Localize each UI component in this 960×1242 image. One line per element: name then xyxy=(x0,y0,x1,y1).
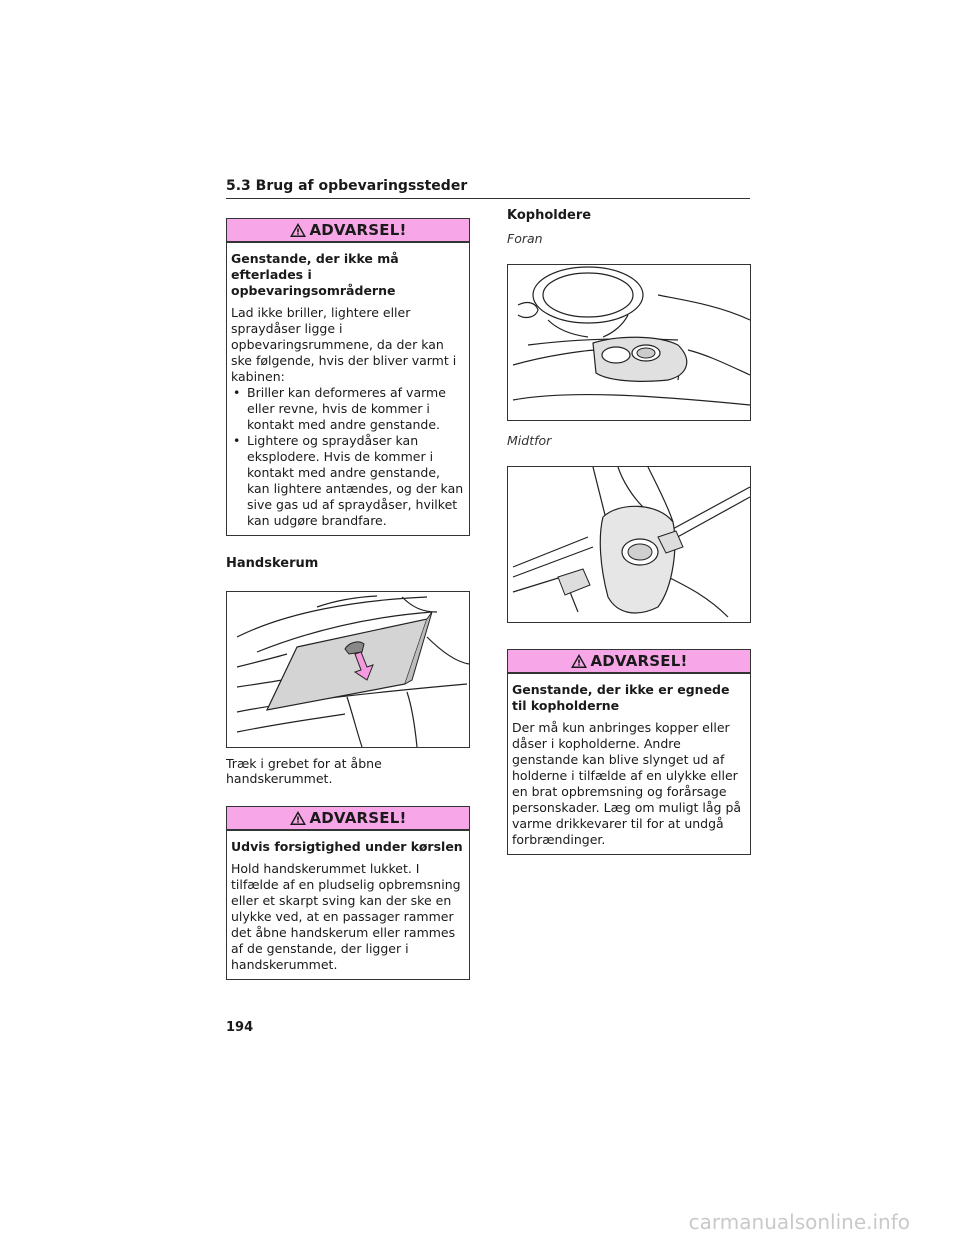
glovebox-caption: Træk i grebet for at åbne handskerummet. xyxy=(226,756,382,786)
front-cupholder-illustration xyxy=(507,264,751,421)
bullet-item: • Briller kan deformeres af varme eller revne, hvis de kommer i kontakt med andre genstande. xyxy=(231,385,465,433)
warning-text: Der må kun anbringes kopper eller dåser i kopholderne. Andre genstande kan blive slynget ud af holderne i tilfælde af en ulykke eller en brat opbremsning og forårsage personskader. Læg om muligt låg på varme drikkevarer til for at undgå forbrændinger. xyxy=(512,720,742,847)
warning-box-driving xyxy=(226,806,470,980)
warning-body xyxy=(227,831,469,979)
warning-triangle-icon xyxy=(289,810,307,826)
front-cupholder-drawing xyxy=(508,265,750,420)
glovebox-drawing xyxy=(227,592,469,747)
glovebox-heading: Handskerum xyxy=(226,556,319,571)
warning-body xyxy=(508,674,750,854)
warning-text: Hold handskerummet lukket. I tilfælde af en pludselig opbremsning eller et skarpt sving kan der ske en ulykke ved, at en passager rammer det åbne handskerum eller rammes af de genstande, der ligger i handskerummet. xyxy=(231,861,461,972)
page-number: 194 xyxy=(226,1020,254,1035)
warning-header xyxy=(227,219,469,243)
watermark: carmanualsonline.info xyxy=(688,1210,910,1234)
warning-box-cupholders xyxy=(507,649,751,855)
warning-header xyxy=(508,650,750,674)
left-column xyxy=(226,218,470,1000)
glovebox-illustration xyxy=(226,591,470,748)
warning-title: ADVARSEL! xyxy=(590,652,688,670)
warning-subtitle: Udvis forsigtighed under kørslen xyxy=(231,839,463,854)
warning-title: ADVARSEL! xyxy=(309,809,407,827)
cupholders-heading: Kopholdere xyxy=(507,208,592,223)
warning-triangle-icon xyxy=(570,653,588,669)
warning-header xyxy=(227,807,469,831)
center-label: Midtfor xyxy=(507,433,552,448)
right-column xyxy=(507,208,751,875)
warning-triangle-icon xyxy=(289,222,307,238)
warning-subtitle: Genstande, der ikke må efterlades i opbevaringsområderne xyxy=(231,251,399,298)
bullet-item: • Lightere og spraydåser kan eksplodere. Hvis de kommer i kontakt med andre genstande, kan lightere antændes, og der kan sive gas ud af spraydåser, hvilket kan udgøre brandfare. xyxy=(231,433,465,529)
warning-bullets xyxy=(231,385,465,529)
center-cupholder-drawing xyxy=(508,467,750,622)
center-cupholder-illustration xyxy=(507,466,751,623)
warning-title: ADVARSEL! xyxy=(309,221,407,239)
front-label: Foran xyxy=(507,231,543,246)
section-header: 5.3 Brug af opbevaringssteder xyxy=(226,178,750,199)
warning-text: Lad ikke briller, lightere eller spraydåser ligge i opbevaringsrummene, da der kan ske følgende, hvis der bliver varmt i kabinen: xyxy=(231,305,457,384)
warning-subtitle: Genstande, der ikke er egnede til kopholderne xyxy=(512,682,730,713)
warning-body xyxy=(227,243,469,535)
warning-box-storage xyxy=(226,218,470,536)
